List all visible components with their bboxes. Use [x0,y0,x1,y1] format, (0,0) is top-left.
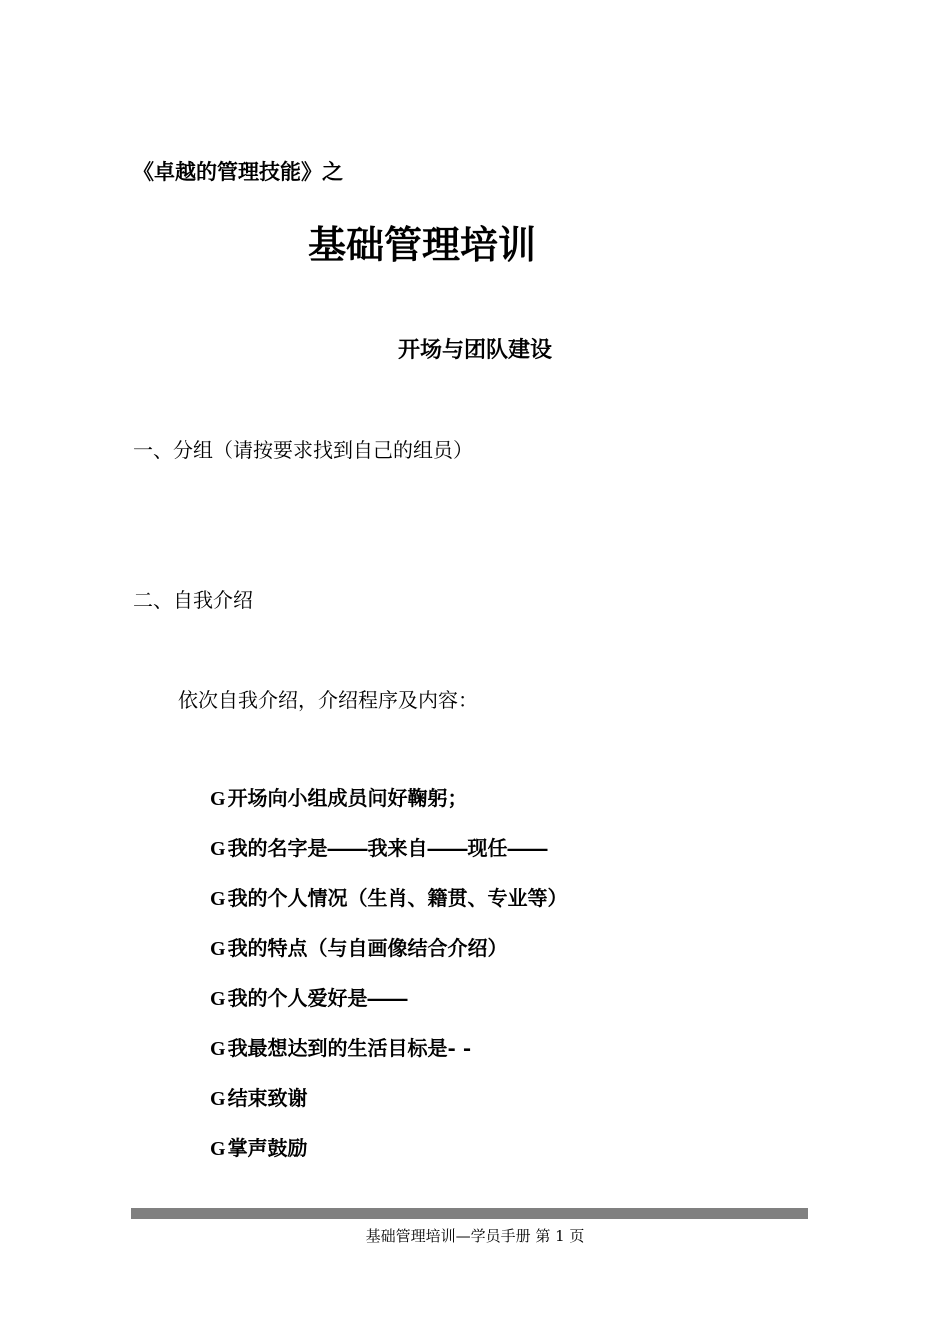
list-item [210,882,568,932]
list-item-text: 开场向小组成员问好鞠躬； [227,786,468,810]
footer-text: 基础管理培训—学员手册 第 1 页 [365,1227,585,1245]
bullet-glyph: G [210,838,226,860]
list-item [210,782,568,832]
intro-steps-list [210,782,568,1182]
bullet-glyph: G [210,988,226,1010]
list-item-text: 我的特点（与自画像结合介绍） [227,936,508,960]
list-item [210,1132,568,1182]
footer-divider [131,1208,808,1219]
list-item [210,1032,568,1082]
list-item-text: 我的个人情况（生肖、籍贯、专业等） [227,886,568,910]
bullet-glyph: G [210,888,226,910]
list-item [210,832,568,882]
bullet-glyph: G [210,1088,226,1110]
bullet-glyph: G [210,1038,226,1060]
bullet-glyph: G [210,1138,226,1160]
section-heading-grouping: 一、分组（请按要求找到自己的组员） [133,438,473,462]
intro-paragraph: 依次自我介绍，介绍程序及内容： [178,688,478,712]
bullet-glyph: G [210,938,226,960]
list-item-text: 掌声鼓励 [227,1136,308,1160]
list-item-text: 结束致谢 [227,1086,308,1110]
list-item [210,1082,568,1132]
list-item [210,982,568,1032]
list-item-text: 我的名字是――我来自――现任―― [227,836,548,860]
bullet-glyph: G [210,788,226,810]
list-item [210,932,568,982]
main-title: 基础管理培训 [307,223,536,267]
list-item-text: 我的个人爱好是―― [227,986,408,1010]
series-title: 《卓越的管理技能》之 [133,160,343,184]
list-item-text: 我最想达到的生活目标是- - [227,1036,472,1060]
section-heading-self-intro: 二、自我介绍 [133,588,253,612]
sub-title: 开场与团队建设 [397,338,552,363]
